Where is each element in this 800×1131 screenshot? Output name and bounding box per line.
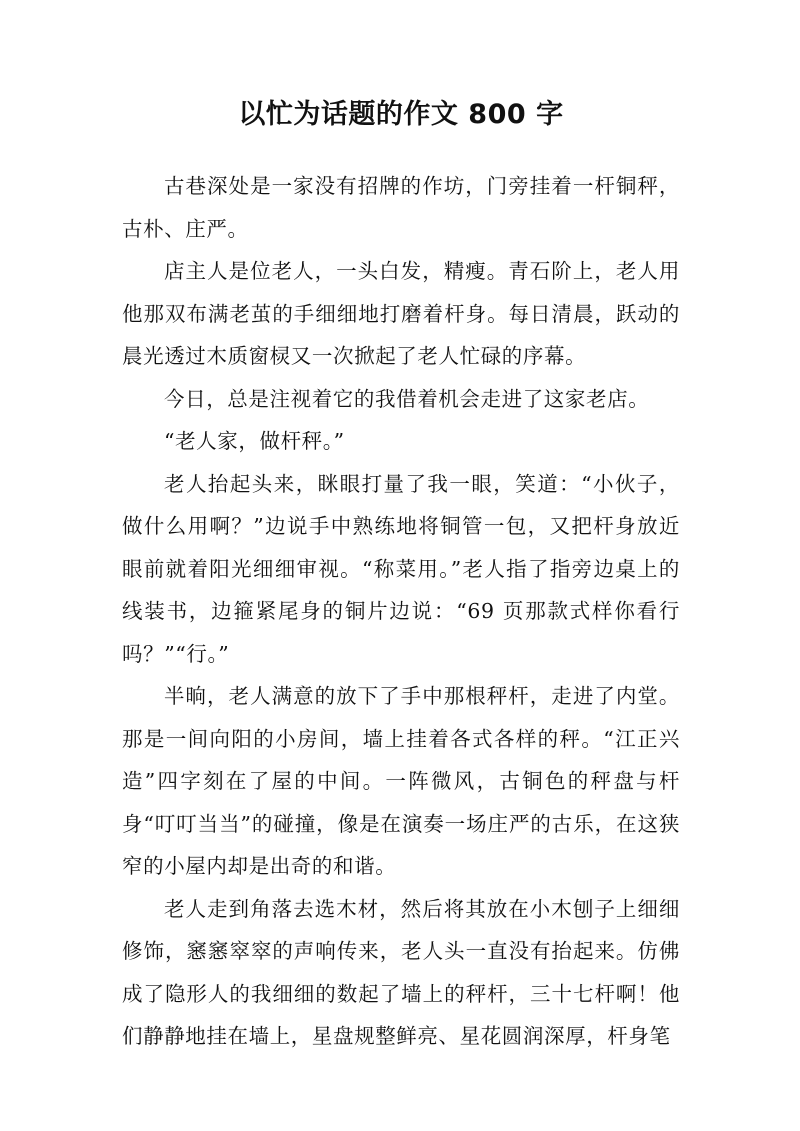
paragraph-1: 古巷深处是一家没有招牌的作坊，门旁挂着一杆铜秤，古朴、庄严。 <box>122 174 680 241</box>
paragraph-5: 老人抬起头来，眯眼打量了我一眼，笑道：“小伙子，做什么用啊？”边说手中熟练地将铜管一包，又把杆身放近眼前就着阳光细细审视。“称菜用。”老人指了指旁边桌上的线装书，边箍紧尾身的铜片边说：“69 页那款式样你看行吗？”“行。” <box>122 471 680 666</box>
paragraph-2: 店主人是位老人，一头白发，精瘦。青石阶上，老人用他那双布满老茧的手细细地打磨着杆身。每日清晨，跃动的晨光透过木质窗棂又一次掀起了老人忙碌的序幕。 <box>122 259 680 368</box>
paragraph-6: 半晌，老人满意的放下了手中那根秤杆，走进了内堂。那是一间向阳的小房间，墙上挂着各式各样的秤。“江正兴造”四字刻在了屋的中间。一阵微风，古铜色的秤盘与杆身“叮叮当当”的碰撞，像是在演奏一场庄严的古乐，在这狭窄的小屋内却是出奇的和谐。 <box>122 684 680 878</box>
document-body <box>122 165 680 1058</box>
paragraph-3: 今日，总是注视着它的我借着机会走进了这家老店。 <box>164 386 650 411</box>
paragraph-4: “老人家，做杆秤。” <box>164 429 345 453</box>
paragraph-7: 老人走到角落去选木材，然后将其放在小木刨子上细细修饰，窸窸窣窣的声响传来，老人头一直没有抬起来。仿佛成了隐形人的我细细的数起了墙上的秤杆，三十七杆啊！他们静静地挂在墙上，星盘规整鲜亮、星花圆润深厚，杆身笔 <box>122 896 680 1048</box>
document-title: 以忙为话题的作文 800 字 <box>238 99 564 130</box>
